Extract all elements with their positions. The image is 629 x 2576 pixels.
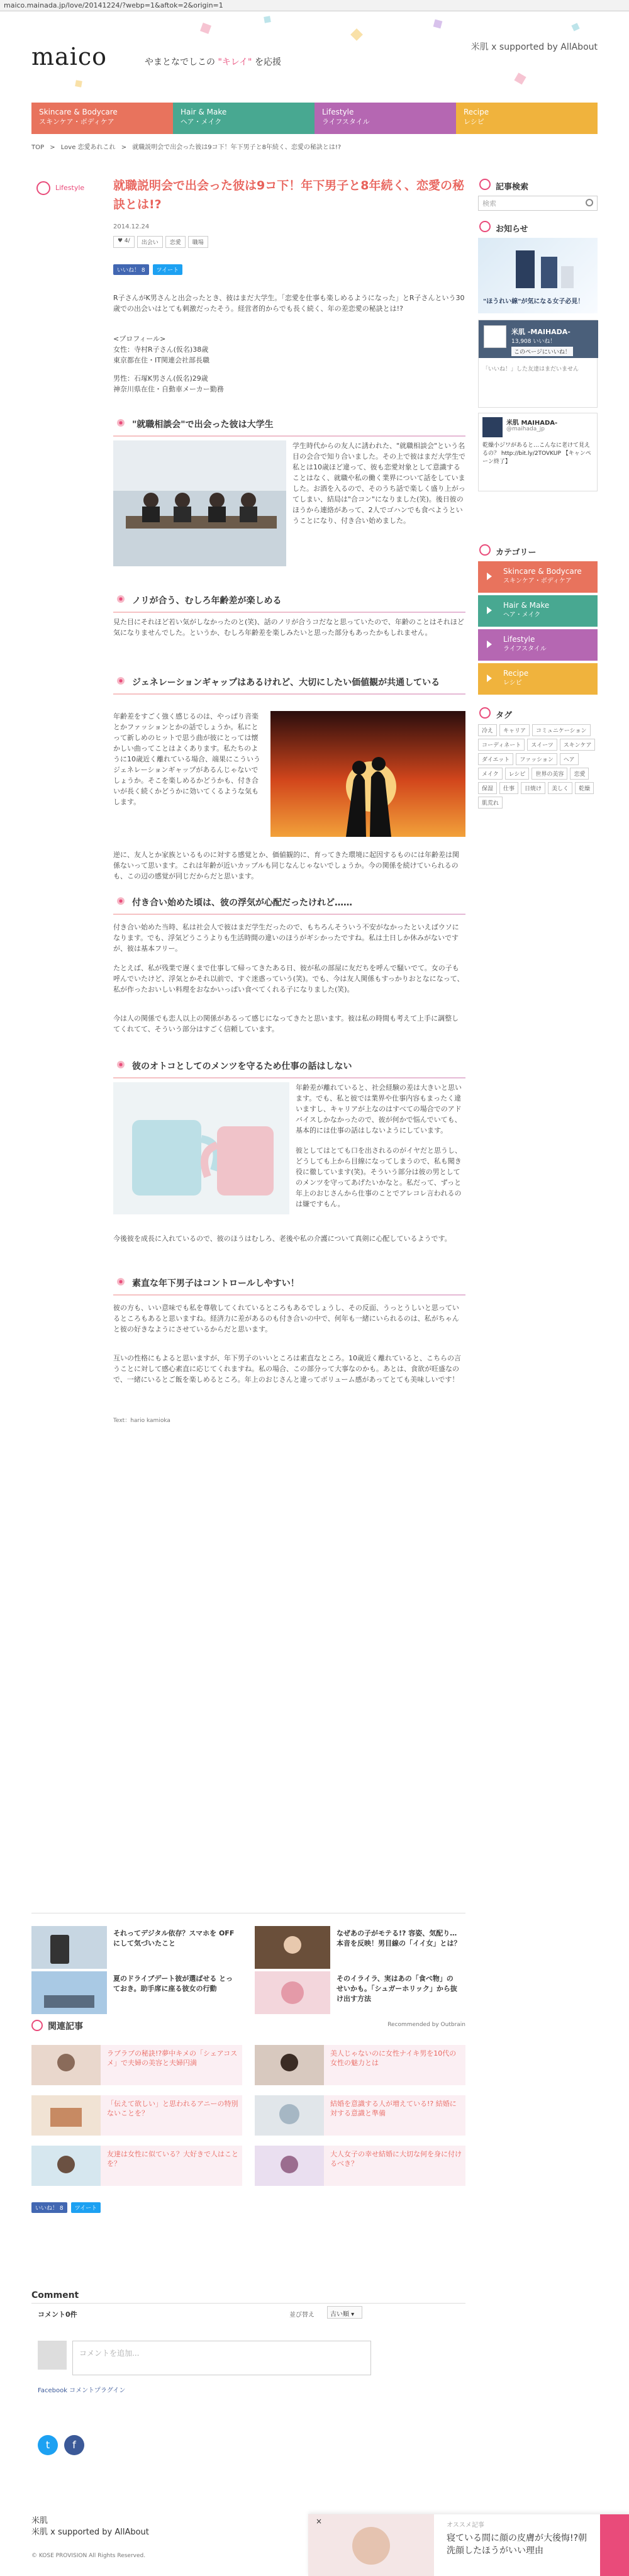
ad-caption: "ほうれい線"が気になる女子必見！ [483,298,584,305]
related-thumb [255,2095,324,2136]
close-icon[interactable]: × [316,2517,323,2526]
circle-icon [36,181,50,195]
nav-sub: レシピ [464,118,484,126]
cat-label: Recipe [503,669,529,678]
tw-name[interactable]: 米肌 MAIHADA- [506,420,558,427]
article-intro: R子さんがK男さんと出会ったとき、彼はまだ大学生。「恋愛を仕事も楽しめるようになった」とR子さんという30歳での出会いはとても刺激だったそう。経営者的からでも長く続く、年の差恋愛の秘訣とは!? [113,294,465,313]
facebook-like-button[interactable]: いいね！ 8 [113,264,149,275]
recommended-item[interactable] [255,1971,465,2015]
section-text: 年齢差をすごく強く感じるのは、やっぱり音楽とかファッションとかの話でしょうか。私にとって新しめのヒットで思う曲が彼にとっては懐かしい曲ってことはよくあります。私たちのように10歳近く離れている場合、端果にこういうジェネレーションギャップがあるんじゃないでしょうか。そこを楽しめるかどうかも、付き合いが長く続くかどうかに効いてくるような気もします。 [113,712,260,806]
breadcrumb-top[interactable]: TOP [31,144,45,151]
cat-sub: ライフスタイル [503,646,547,652]
site-header [0,11,629,140]
tag-chip[interactable]: 恋愛 [570,768,589,780]
tag-chip[interactable]: レシピ [505,768,530,780]
comment-input[interactable]: コメントを追加... [72,2341,371,2375]
bell-icon [479,221,491,232]
tag-chip[interactable]: キャリア [499,724,530,736]
tag-chip[interactable]: メイク [478,768,503,780]
share-buttons [113,264,182,275]
search-icon [479,179,491,190]
tag-chip[interactable]: 美しく [548,782,572,794]
category-nav [31,103,598,134]
article-date: 2014.12.24 [113,223,150,230]
tag-chip[interactable]: ♥ 4/ [113,236,135,248]
heading-text: ジェネレーションギャップはあるけれど、大切にしたい価値観が共通している [132,678,440,688]
heading-text: カテゴリー [496,548,537,557]
fb-like-button[interactable]: このページにいいね！ [511,347,573,356]
cat-sub: スキンケア・ボディケア [503,578,572,585]
related-title: ラブラブの秘訣!?夢中キメの「シェアコスメ」で夫婦の美容と夫婦円満 [107,2049,238,2067]
section-heading [113,591,465,613]
heading-text: 彼のオトコとしてのメンツを守るため仕事の話はしない [132,1061,352,1072]
recommended-item[interactable] [255,1926,465,1970]
section-heading [113,893,465,915]
related-title: 美人じゃないのに女性ナイキ男を10代の女性の魅力とは [330,2049,457,2067]
fb-page-name[interactable]: 米肌 -MAIHADA- [511,328,571,336]
related-item[interactable] [31,2095,242,2136]
social-icons [38,2435,84,2455]
fb-friends: 「いいね！」した友達はまだいません [482,366,579,372]
nav-sub: ヘア・メイク [181,118,222,126]
profile-line: 東京都在住・IT関連会社部長職 [113,356,209,364]
confetti-decoration [433,20,443,29]
recommended-item[interactable] [31,1926,242,1970]
related-item[interactable] [31,2045,242,2085]
section-text: 見た目にそれほど若い気がしなかったのと(笑)、話のノリが合うコだなと思っていたので、年齢のことはそれほど気になりませんでした。というか、むしろ年齢差を楽しみたいと思った部分もあったかもしれません。 [113,618,464,637]
heading-text: 記事検索 [496,182,529,192]
section-text: 今は人の関係でも恋人以上の関係があるって感じになってきたと思います。彼は私の時間も考えて上手に調整してくれてて、そういう部分はすごく信頼しています。 [113,1014,459,1033]
article-title: 就職説明会で出会った彼は9コ下！年下男子と8年続く、恋愛の秘訣とは!? [113,179,465,211]
sidebar-heading [478,542,598,561]
section-text: 年齢差が離れていると、社会経験の差は大きいと思います。でも、私と彼では業界や仕事内容もまったく違いますし、キャリアが上なのはすべての場合でのアドバイスしかなかったので、彼が何かで悩んでいても、基本的には仕事の話はしないようにしています。 [296,1084,462,1134]
arrow-icon [487,641,492,648]
sort-value: 古い順 [330,2311,349,2318]
sidebar-cat-hair[interactable] [478,595,598,627]
section-text: 彼としてはとても口を出されるのがイヤだと思うし、どうしても上から目線になってしまうので、私も聞き役に徹しています(笑)。そういう部分は彼の男としてのメンツを守ってあげたいかなと。私だって、ずっと年上のおじさんから仕事のことでアレコレ言われるのは嫌ですもん。 [296,1146,462,1208]
tag-chip[interactable]: 職場 [188,236,208,248]
profile-line: 女性：寺村R子さん(仮名)38歳 [113,345,209,354]
tag-chip[interactable]: スキンケア [560,739,596,751]
tag-chip[interactable]: 仕事 [499,782,518,794]
cat-label: Hair & Make [503,601,550,610]
heading-text: "就職相談会"で出会った彼は大学生 [132,420,274,430]
page-avatar [484,325,506,348]
related-thumb [255,2146,324,2186]
heading-text: 付き合い始めた頃は、彼の浮気が心配だったけれど…… [132,898,352,908]
recommended-item[interactable] [31,1971,242,2015]
sidebar-heading [478,705,598,724]
ad-label: オススメ記事 [447,2522,484,2529]
section-text: 逆に、友人とか家族といるものに対する感覚とか、価値観的に、育ってきた環境に起因するものには年齢差は関係ないって思います。これは年齢が近いカップルも同じなんじゃないでしょうか。今の関係を続けていられるのも、この辺の感覚が同じだからだと思います。 [113,851,459,880]
confetti-decoration [264,16,271,23]
profile-block [113,333,465,395]
tag-cloud [478,724,598,809]
tag-chip[interactable]: 出会い [137,236,163,248]
sidebar-cat-skincare[interactable] [478,561,598,593]
recommend-thumb [31,1971,107,2014]
section-text: 今後彼を成長に入れているので、彼のほうはむしろ、老後や私の介護について真剣に心配しているようです。 [113,1235,452,1243]
outbrain-credit[interactable]: Recommended by Outbrain [387,2022,465,2028]
share-buttons-bottom [31,2202,101,2213]
confetti-decoration [514,72,526,84]
comment-count: コメント0件 [38,2310,77,2319]
site-logo[interactable]: maico [31,43,108,70]
facebook-comment-plugin[interactable]: Facebook コメントプラグイン [38,2387,126,2394]
heading-text: 関連記事 [48,2022,83,2032]
footer-sponsor[interactable]: 米肌 x supported by AllAbout [31,2528,149,2537]
tag-chip[interactable]: 世界の美容 [532,768,567,780]
divider [31,2303,465,2304]
category-label: Lifestyle [55,184,85,192]
tagline-suffix: を応援 [252,57,281,67]
category-badge[interactable] [31,181,94,195]
tw-text: 乾燥小ジワがあると…こんなに老けて見えるの？ http://bit.ly/2TOVKUP 【キャンペーン終了】 [482,442,591,465]
related-item[interactable] [255,2045,465,2085]
section-text: たとえば、私が残業で遅くまで仕事して帰ってきたある日、彼が私の部屋に友だちを呼んで騒いでて。女の子も呼んでいたけど、浮気とかそれ以前で、すぐ迷惑っていう(笑)。でも、今は友人関係もすっかりおとなになって、私が作ったおいしい料理をおなかいっぱい食べてくれる子になりました(笑)。 [113,964,464,994]
tw-handle[interactable]: @maihada_jp [506,426,545,432]
breadcrumb-sep: > [50,144,55,151]
related-thumb [31,2045,101,2085]
copyright: © KOSE PROVISION All Rights Reserved. [31,2553,146,2559]
heading-text: ノリが合う、むしろ年齢差が楽しめる [132,596,282,606]
tag-chip[interactable]: ファッション [516,753,557,765]
breadcrumb-current: 就職説明会で出会った彼は9コ下！年下男子と8年続く、恋愛の秘訣とは!? [132,144,342,151]
tagline-accent: "キレイ" [218,57,252,67]
brand-sponsor[interactable]: 米肌 x supported by AllAbout [470,42,598,52]
arrow-icon [487,675,492,682]
recommend-thumb [255,1971,330,2014]
tag-chip[interactable]: ダイエット [478,753,513,765]
recommend-title: それってデジタル依存？スマホを OFFにして気づいたこと [113,1929,235,1947]
related-item[interactable] [255,2146,465,2186]
sort-select[interactable]: 古い順 ▾ [327,2306,362,2319]
recommend-thumb [255,1926,330,1969]
cat-sub: ヘア・メイク [503,612,541,619]
related-title: 結婚を意識する人が増えている!? 結婚に対する意識と準備 [330,2100,457,2117]
section-heading [113,673,465,695]
tweet-button[interactable]: ツイート [71,2202,101,2213]
notice-ad[interactable] [478,238,598,313]
tag-chip[interactable]: ヘア [560,753,579,765]
bullet-icon [117,677,125,685]
search-input[interactable] [478,196,598,211]
tweet-button[interactable]: ツイート [153,264,183,275]
recommend-thumb [31,1926,107,1969]
breadcrumb [31,142,345,151]
tag-icon [479,707,491,719]
bullet-icon [117,897,125,905]
nav-sub: ライフスタイル [322,118,370,126]
confetti-decoration [350,28,363,41]
recommend-title: なぜあの子がモテる!? 容姿、気配り… 本音を反映！男目線の「イイ女」とは？ [337,1929,461,1947]
tag-chip[interactable]: スイーツ [527,739,557,751]
profile-label: <プロフィール> [113,335,166,343]
article-tags [113,236,208,248]
bullet-icon [117,419,125,427]
section-heading [113,415,465,437]
ad-thumb [308,2514,434,2576]
nav-label: Recipe [464,108,489,116]
recommend-title: 夏のドライブデート彼が選ばせる とっておき。助手席に座る彼女の行動 [113,1974,233,1993]
tag-chip[interactable]: コミュニケーション [532,724,590,736]
ad-arrow-button[interactable] [600,2514,629,2576]
related-thumb [31,2095,101,2136]
confetti-decoration [571,23,579,31]
article [31,176,465,1900]
arrow-icon [487,607,492,614]
sort-label: 並び替え [289,2312,314,2319]
tagline [145,55,281,68]
category-icon [479,544,491,556]
ad-text: 寝ている間に顔の皮膚が大後悔!?朝洗顔したほうがいい理由 [447,2533,587,2556]
nav-recipe[interactable] [456,103,598,134]
confetti-decoration [75,80,82,87]
bullet-icon [117,1061,125,1068]
tw-avatar [482,417,503,437]
nav-lifestyle[interactable] [314,103,456,134]
floating-ad[interactable] [308,2514,629,2576]
heading-text: タグ [496,711,513,720]
sidebar-cat-lifestyle[interactable] [478,629,598,661]
meeting-photo [113,440,286,566]
profile-line: 神奈川県在住・自動車メーカー勤務 [113,385,224,393]
section-text: 彼の方も、いい意味でも私を尊敬してくれているところもあるでしょうし、その反面、うっとうしいと思っているところもあると思いますね。経済力に差があるのも付き合いの中で、何年も一緒にいられるのは、私がちゃんと彼の好きなようにさせているからだと思います。 [113,1304,459,1333]
tag-chip[interactable]: 肌荒れ [478,797,503,809]
related-title: 「伝えて欲しい」と思われるアニーの特別ないことを？ [107,2100,238,2117]
section-text: 付き合い始めた当時、私は社会人で彼はまだ学生だったので、もちろんそういう不安がなかったといえばウソになります。でも、浮気どうこうよりも生活時間の違いのほうがギシかったですね。私は土日しか休みがないですが、彼は基本フリー。 [113,923,459,953]
related-title: 大人女子の幸せ結婚に大切な何を身に付けるべき？ [330,2150,462,2168]
section-heading [113,1274,465,1296]
cat-label: Skincare & Bodycare [503,567,582,576]
nav-skincare[interactable] [31,103,173,134]
sunset-couple-photo [270,711,465,837]
search-icon[interactable] [586,199,593,206]
heading-text: 素直な年下男子はコントロールしやすい！ [132,1279,299,1289]
heading-text: お知らせ [496,225,528,234]
nav-label: Hair & Make [181,108,227,116]
arrow-icon [487,573,492,580]
mugs-photo [113,1082,289,1214]
related-thumb [31,2146,101,2186]
twitter-widget [478,413,598,491]
confetti-decoration [200,23,211,34]
tag-chip[interactable]: コーディネート [478,739,525,751]
sidebar-heading [478,176,598,196]
tag-chip[interactable]: 恋愛 [165,236,186,248]
placeholder: 検索 [482,199,496,208]
footer [0,2514,629,2576]
sidebar-heading [478,218,598,238]
footer-brand[interactable]: 米肌 [31,2516,48,2526]
related-icon [31,2020,43,2031]
bullet-icon [117,595,125,603]
twitter-icon[interactable]: t [38,2435,58,2455]
fb-likes: 13,908 いいね！ [511,339,556,345]
breadcrumb-love[interactable]: Love 恋愛あれこれ [60,144,116,151]
nav-hair-make[interactable] [173,103,314,134]
sidebar [478,176,598,809]
cosmetics-image [478,238,598,294]
nav-label: Lifestyle [322,108,354,116]
avatar [38,2341,67,2370]
related-thumb [255,2045,324,2085]
section-heading [113,1057,465,1078]
related-item[interactable] [31,2146,242,2186]
tagline-prefix: やまとなでしこの [145,57,218,67]
breadcrumb-sep: > [121,144,127,151]
section-text: 学生時代からの友人に誘われた、"就職相談会"という名目の会合で知り合いました。その上で彼はまだ大学生で私とは10歳ほど違って、彼も恋愛対象として意識することはなく、就職や私の働く業界について話をしていました。お酒を入るので、そのうち話で楽しく盛り上がってしまい、結局は"合コン"になりました(笑)。後日彼のほうから連絡があって、2人でゴハンでも食べようということになり、付き合い始めました。 [292,442,465,525]
sidebar-cat-recipe[interactable] [478,663,598,695]
tag-chip[interactable]: 乾燥 [575,782,594,794]
section-text: 互いの性格にもよると思いますが、年下男子のいいところは素直なところ。10歳近く離れていると、こちらの言うことに対して感心素直に応じてくれますね。私の場合、この部分って大事なのかも。あとは、食欲が旺盛なので、一緒にいるとご飯を楽しめるところ。年上のおじさんと違ってボリューム感があってとても美味しいです！ [113,1354,461,1384]
facebook-widget [478,320,598,408]
facebook-icon[interactable]: f [64,2435,84,2455]
related-item[interactable] [255,2095,465,2136]
bullet-icon [117,1278,125,1285]
tag-chip[interactable]: 冷え [478,724,497,736]
comments-heading: Comment [31,2290,79,2300]
nav-label: Skincare & Bodycare [39,108,118,116]
cat-label: Lifestyle [503,635,535,644]
related-heading [31,2020,83,2032]
cat-sub: レシピ [503,680,522,686]
writer-credit: Text：hario kamioka [113,1418,170,1424]
tag-chip[interactable]: 日焼け [521,782,545,794]
address-bar[interactable]: maico.mainada.jp/love/20141224/?webp=1&aftok=2&origin=1 [0,0,629,11]
profile-line: 男性：石塚K男さん(仮名)29歳 [113,374,208,383]
related-title: 友達は女性に似ている？大好きで人はことを？ [107,2150,238,2168]
tag-chip[interactable]: 保湿 [478,782,497,794]
recommend-title: そのイライラ、実はあの「食べ物」の せいかも。「シュガーホリック」から抜け出す方法 [337,1974,457,2003]
facebook-like-button[interactable]: いいね！ 8 [31,2202,67,2213]
nav-sub: スキンケア・ボディケア [39,118,114,126]
